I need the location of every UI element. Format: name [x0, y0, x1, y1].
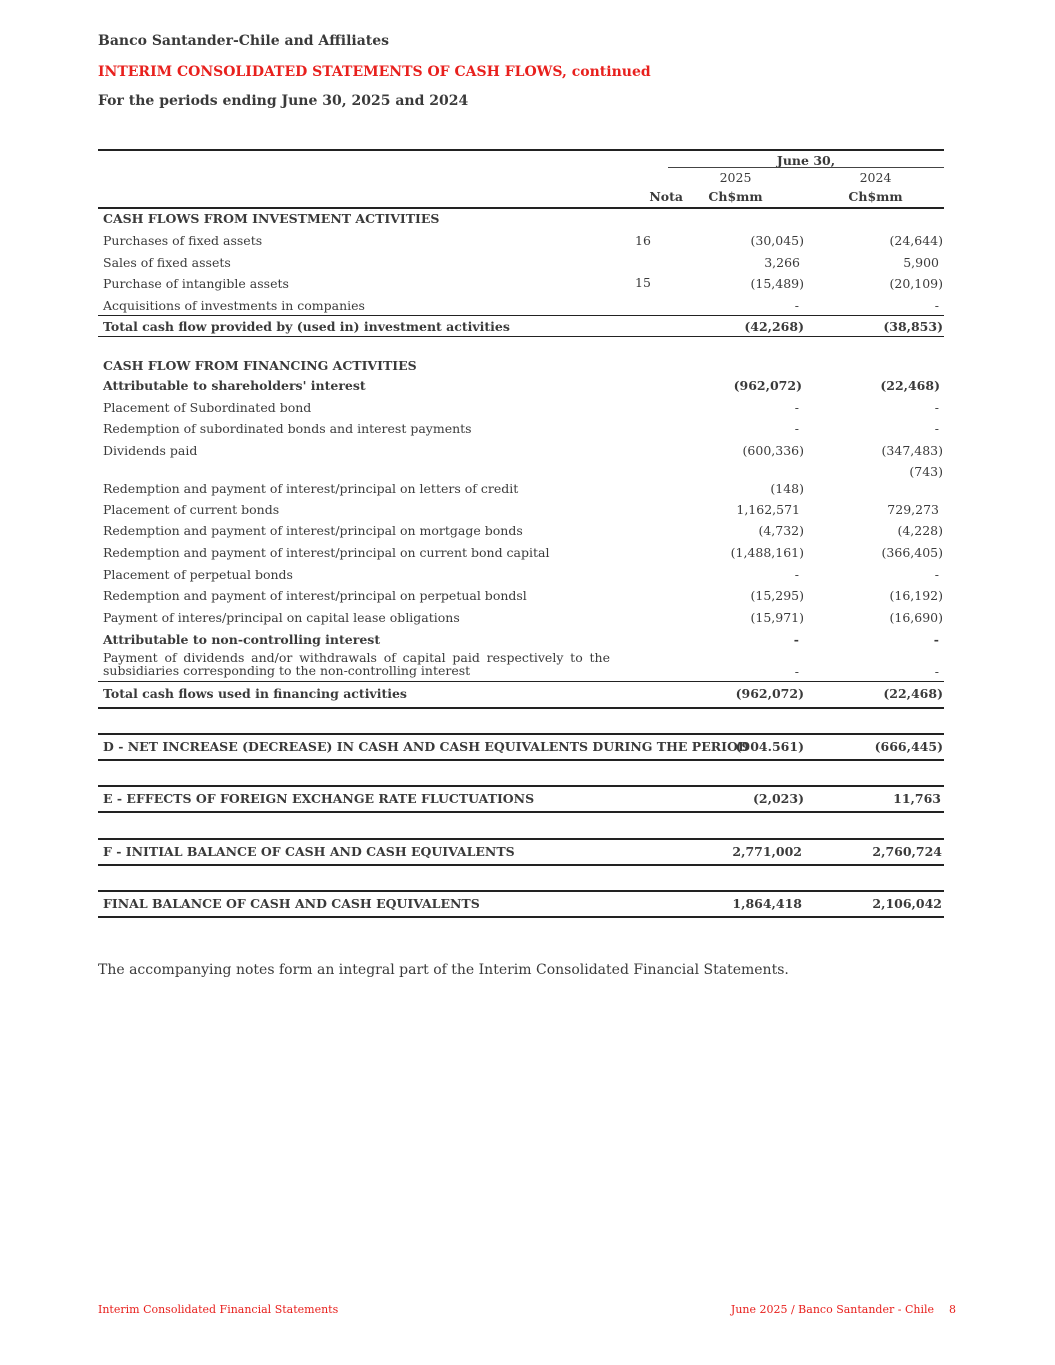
- nota-header: Nota: [649, 189, 683, 204]
- summary-bottom-rule: [98, 759, 944, 761]
- footnote: The accompanying notes form an integral part of the Interim Consolidated Financial Statements.: [98, 962, 789, 978]
- summary-top-rule: [98, 733, 944, 735]
- header-bottom-rule: [98, 207, 944, 209]
- summary-bottom-rule: [98, 811, 944, 813]
- column-group-rule: [668, 167, 944, 168]
- unit-2024-header: Ch$mm: [848, 189, 903, 204]
- summary-bottom-rule: [98, 864, 944, 866]
- unit-2025-header: Ch$mm: [708, 189, 763, 204]
- subtotal-top-rule: [98, 315, 944, 316]
- statement-period: For the periods ending June 30, 2025 and 2024: [98, 93, 469, 109]
- company-name: Banco Santander-Chile and Affiliates: [98, 33, 390, 49]
- footer-right: June 2025 / Banco Santander - Chile: [730, 1303, 934, 1316]
- summary-top-rule: [98, 838, 944, 840]
- summary-bottom-rule: [98, 916, 944, 918]
- subtotal-bottom-rule: [98, 707, 944, 709]
- subtotal-bottom-rule: [98, 336, 944, 337]
- summary-top-rule: [98, 890, 944, 892]
- year-2025-header: 2025: [719, 170, 752, 185]
- summary-top-rule: [98, 785, 944, 787]
- year-2024-header: 2024: [859, 170, 892, 185]
- statement-title: INTERIM CONSOLIDATED STATEMENTS OF CASH FLOWS, continued: [98, 64, 651, 80]
- page-number: 8: [949, 1303, 956, 1316]
- table-top-rule: [98, 149, 944, 151]
- footer-left: Interim Consolidated Financial Statements: [98, 1303, 339, 1316]
- june-30-label: June 30,: [776, 153, 836, 168]
- subtotal-top-rule: [98, 681, 944, 682]
